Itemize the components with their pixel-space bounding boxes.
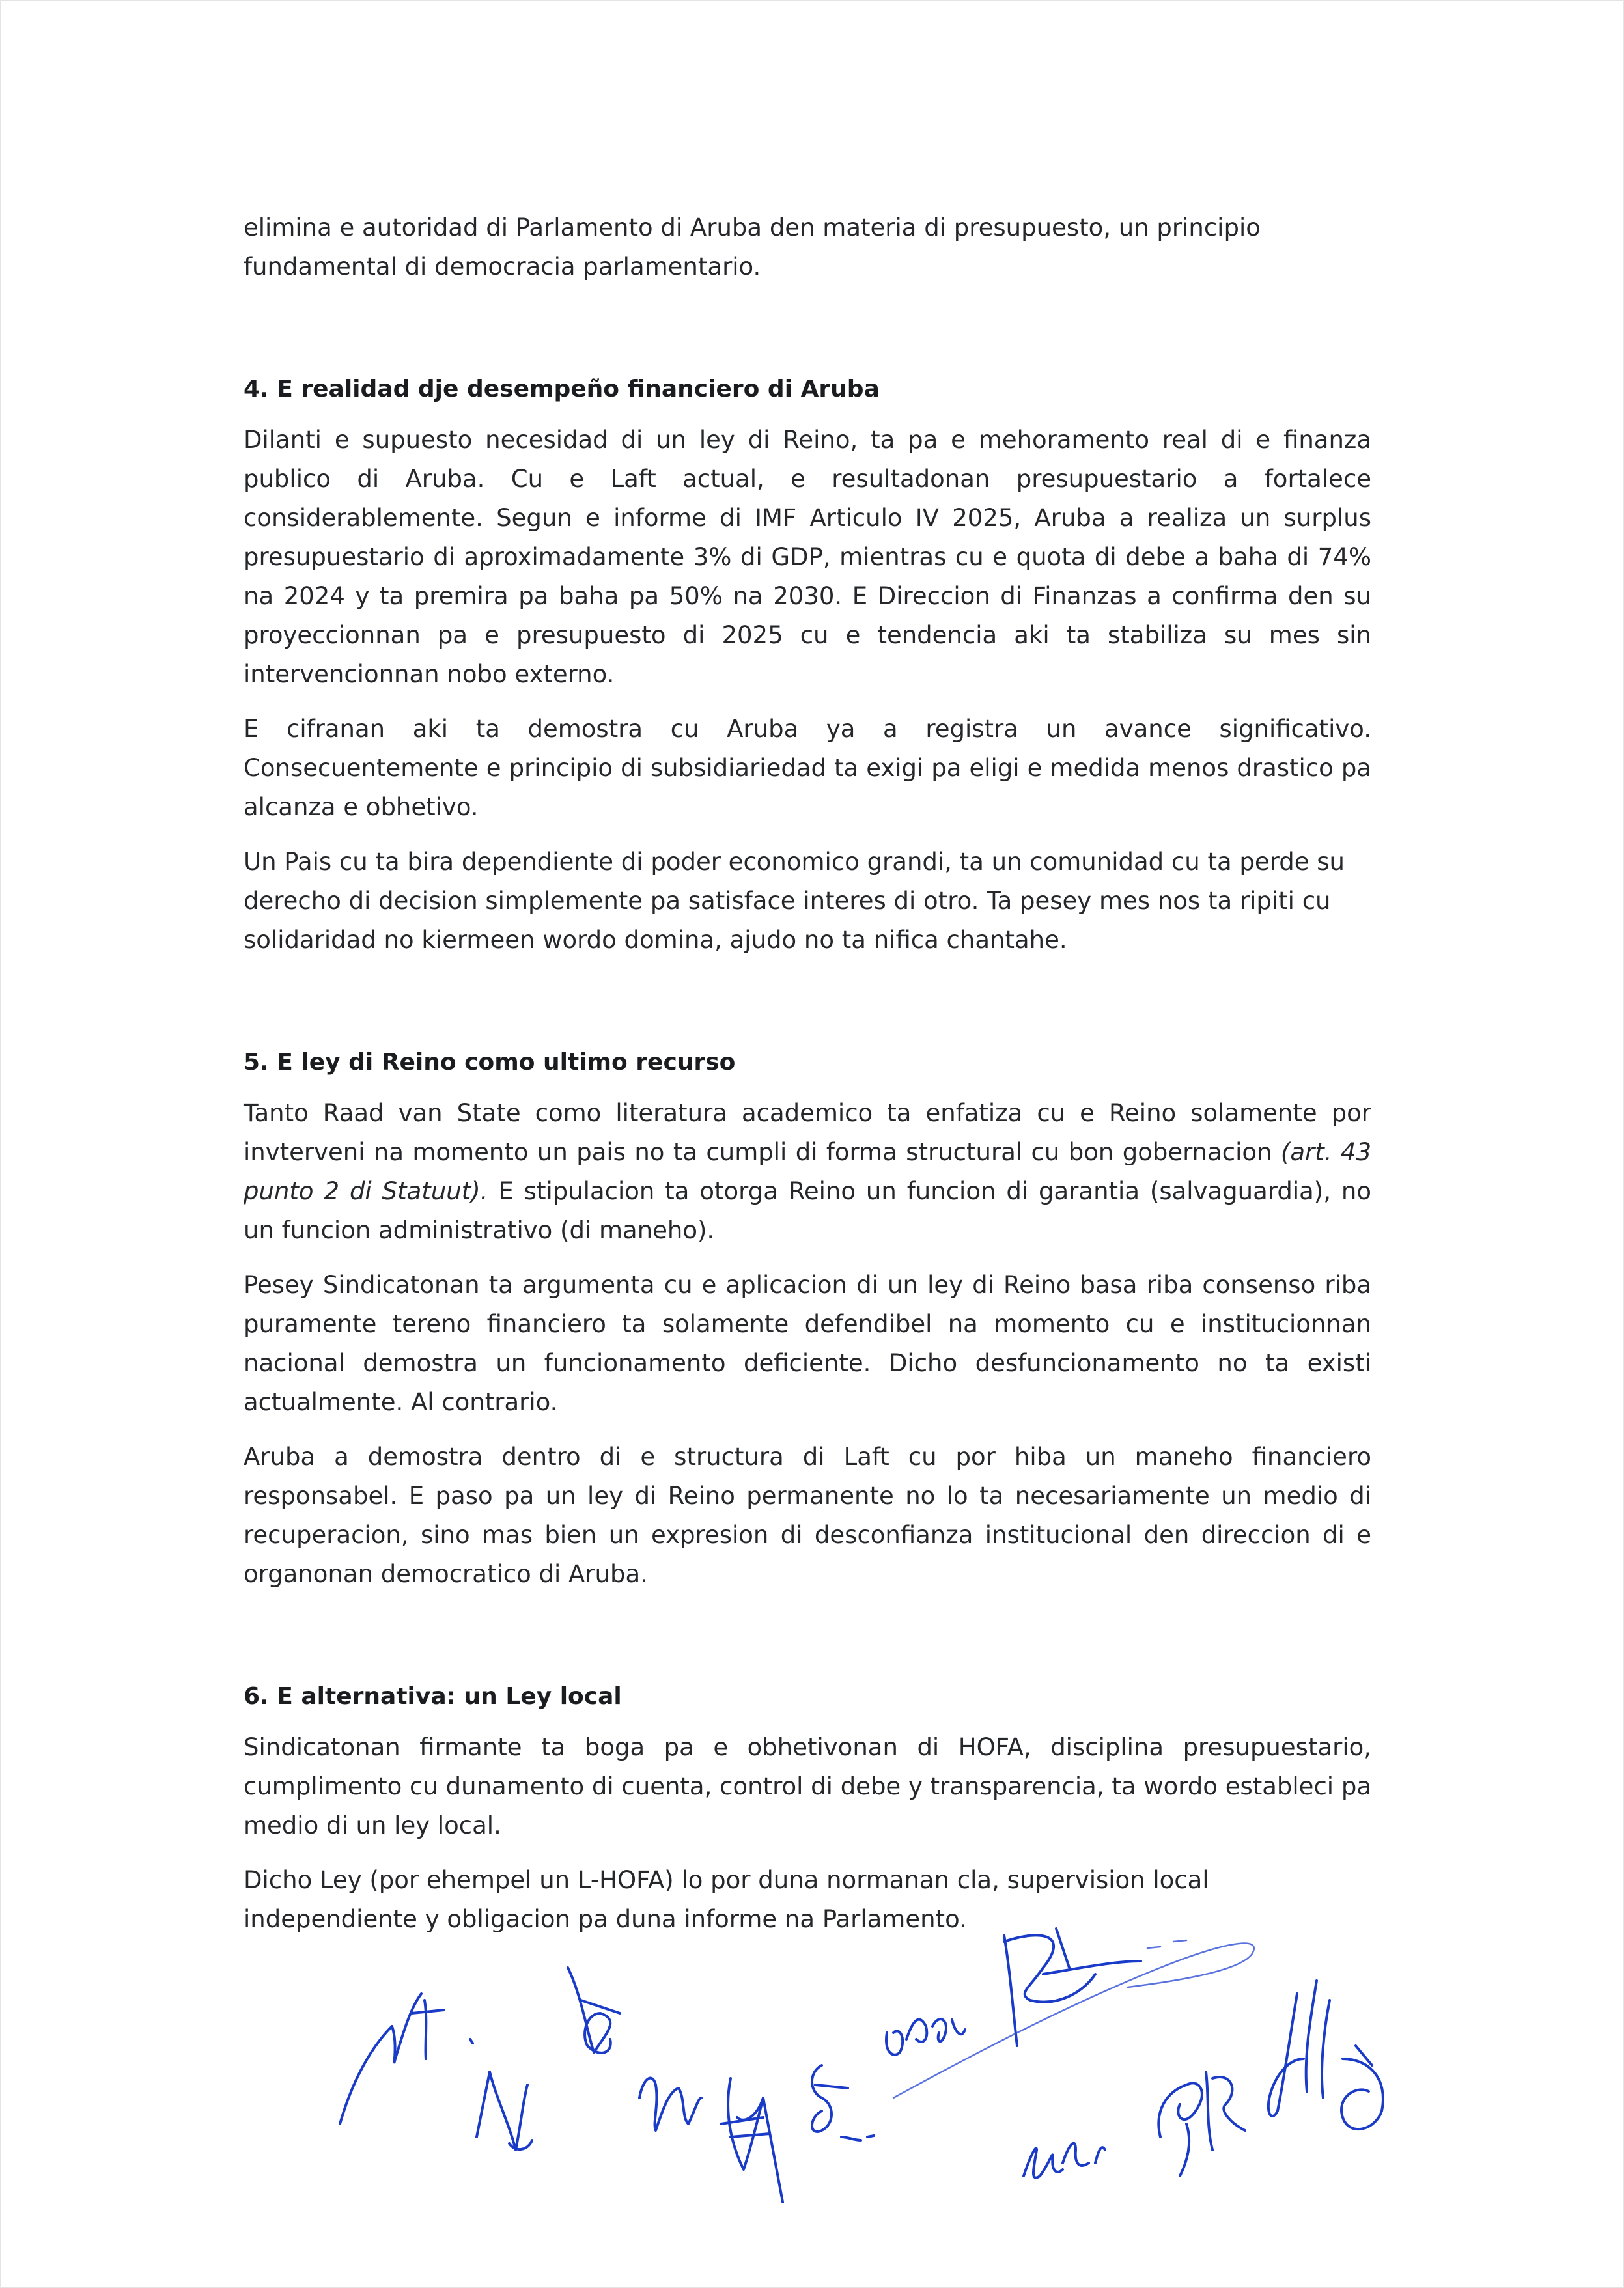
signature-11	[1268, 1981, 1383, 2129]
signature-5	[721, 2078, 783, 2202]
signature-6	[812, 2065, 874, 2140]
section-gap	[244, 975, 1371, 1043]
section-4-paragraph-1: Dilanti e supuesto necesidad di un ley di Reino, ta pa e mehoramento real di e finanza publico di Aruba. Cu e Laft actual, e resultadonan presupuestario a fortalece considerablemente. Segun e informe di IMF Articulo IV 2025, Aruba a realiza un surplus presupuestario di aproximadamente 3% di GDP, mientras cu e quota di debe a baha di 74% na 2024 y ta premira pa baha pa 50% na 2030. E Direccion di Finanzas a confirma den su proyeccionnan pa e presupuesto di 2025 cu e tendencia aki ta stabiliza su mes sin intervencionnan nobo externo.	[244, 426, 1371, 688]
section-6-paragraph-2: Dicho Ley (por ehempel un L-HOFA) lo por duna normanan cla, supervision local independiente y obligacion pa duna informe na Parlamento.	[244, 1866, 1209, 1933]
section-5-paragraph-2: Pesey Sindicatonan ta argumenta cu e aplicacion di un ley di Reino basa riba consenso riba puramente tereno financiero ta solamente defendibel na momento cu e institucionnan nacional demostra un funcionamento deficiente. Dicho desfuncionamento no ta existi actualmente. Al contrario.	[244, 1271, 1371, 1416]
handwritten-signatures	[314, 1863, 1460, 2228]
signature-1	[340, 1994, 473, 2124]
signature-2	[477, 2072, 532, 2150]
document-body	[244, 208, 1371, 1955]
statute-citation: (art. 43 punto 2 di Statuut).	[244, 1138, 1371, 1205]
section-5-paragraph-1-text: Tanto Raad van State como literatura academico ta enfatiza cu e Reino solamente por invterveni na momento un pais no ta cumpli di forma structural cu bon gobernacion	[244, 1099, 1371, 1166]
section-heading-5: 5. E ley di Reino como ultimo recurso	[244, 1049, 736, 1076]
section-5-paragraph-1	[244, 1094, 1371, 1250]
signature-10	[1158, 2072, 1245, 2176]
signature-block	[314, 1863, 1460, 2228]
section-5-paragraph-3: Aruba a demostra dentro di e structura di Laft cu por hiba un maneho financiero responsabel. E paso pa un ley di Reino permanente no lo ta necesariamente un medio di recuperacion, sino mas bien un expresion di desconfianza institucional den direccion di e organonan democratico di Aruba.	[244, 1443, 1371, 1588]
signature-4	[639, 2078, 701, 2130]
section-heading-4: 4. E realidad dje desempeño financiero di Aruba	[244, 376, 880, 402]
intro-paragraph: elimina e autoridad di Parlamento di Aruba den materia di presupuesto, un principio fundamental di democracia parlamentario.	[244, 214, 1261, 281]
section-4-paragraph-2: E cifranan aki ta demostra cu Aruba ya a registra un avance significativo. Consecuentemente e principio di subsidiariedad ta exigi pa eligi e medida menos drastico pa alcanza e obhetivo.	[244, 715, 1371, 821]
section-5-paragraph-1-text-end: E stipulacion ta otorga Reino un funcion di garantia (salvaguardia), no un funcion administrativo (di maneho).	[244, 1177, 1371, 1244]
section-heading-6: 6. E alternativa: un Ley local	[244, 1683, 622, 1710]
signature-3	[568, 1968, 620, 2053]
section-gap	[244, 302, 1371, 370]
signature-9	[1024, 2143, 1105, 2178]
section-4-paragraph-3: Un Pais cu ta bira dependiente di poder economico grandi, ta un comunidad cu ta perde su derecho di decision simplemente pa satisface interes di otro. Ta pesey mes nos ta ripiti cu solidaridad no kiermeen wordo domina, ajudo no ta nifica chantahe.	[244, 848, 1345, 954]
section-6-paragraph-1: Sindicatonan firmante ta boga pa e obhetivonan di HOFA, disciplina presupuestario, cumplimento cu dunamento di cuenta, control di debe y transparencia, ta wordo estableci pa medio di un ley local.	[244, 1733, 1371, 1839]
signature-7	[886, 2019, 965, 2055]
signature-8-flourish	[893, 1940, 1254, 2098]
section-gap	[244, 1610, 1371, 1677]
